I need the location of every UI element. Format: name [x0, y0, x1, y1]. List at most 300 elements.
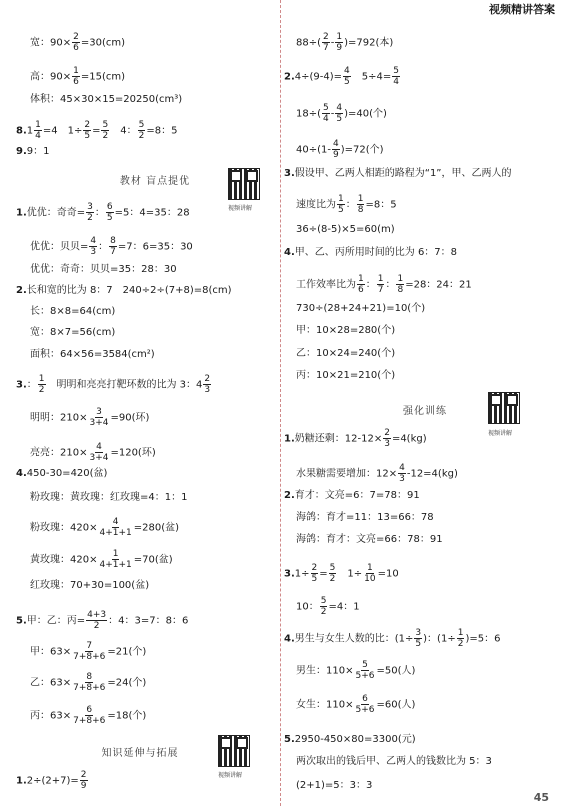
fraction	[83, 120, 91, 141]
solution-line	[30, 580, 149, 592]
solution-line	[30, 442, 156, 463]
numerator: 5	[362, 660, 368, 670]
denominator: 10	[364, 574, 376, 584]
fraction	[414, 628, 422, 649]
solution-text: 730÷(28+24+21)=10(个)	[296, 303, 426, 314]
solution-text: 2÷(2+7)=	[26, 775, 79, 787]
question-number: 8.	[16, 125, 27, 137]
numerator: 4	[332, 139, 339, 149]
solution-text: 甲：10×28=280(个)	[296, 325, 396, 336]
fraction	[377, 274, 385, 295]
solution-text: 明明和亮亮打靶环数的比为 3：4	[46, 379, 203, 391]
solution-line	[296, 139, 384, 160]
numerator: 5	[138, 120, 145, 130]
question-number: 2.	[284, 490, 295, 501]
solution-line	[30, 549, 173, 570]
numerator: 1	[457, 628, 464, 638]
solution-line	[30, 32, 125, 53]
solution-text: 长：8×8=64(cm)	[30, 306, 116, 317]
solution-text: 10：	[296, 601, 319, 613]
solution-text: ：	[98, 241, 109, 253]
solution-text: =18(个)	[107, 710, 147, 722]
denominator: 3	[90, 247, 97, 257]
fraction	[322, 103, 330, 124]
question-number: 2.	[16, 285, 27, 296]
question-number: 1.	[16, 775, 27, 787]
solution-text: 假设甲、乙两人相距的路程为“1”，甲、乙两人的	[294, 168, 512, 179]
denominator: 4	[323, 114, 329, 124]
question-number: 3.	[284, 168, 295, 179]
numerator: 1	[366, 563, 373, 573]
solution-line	[30, 705, 146, 726]
denominator: 9	[332, 150, 339, 160]
solution-line	[296, 370, 395, 382]
qr-code-icon[interactable]	[218, 735, 250, 767]
denominator: 4	[35, 131, 41, 141]
denominator: 3	[399, 474, 405, 484]
fraction	[109, 236, 117, 257]
question-number: 9.	[16, 146, 27, 157]
fraction	[72, 672, 106, 693]
denominator: 9	[80, 781, 87, 791]
solution-line	[30, 407, 149, 428]
numerator: 6	[86, 705, 93, 715]
denominator: 2	[87, 213, 93, 223]
solution-text: 海鸽：育才=11：13=66：78	[296, 512, 434, 523]
solution-text: 18÷(	[296, 108, 322, 120]
solution-text: =7：6=35：30	[117, 241, 193, 253]
header-title: 视频精讲答案	[489, 2, 555, 16]
qr-label: 视频讲解	[218, 772, 243, 779]
numerator: 5	[320, 596, 327, 606]
numerator: 4+3	[87, 610, 107, 620]
numerator: 1	[397, 274, 404, 284]
numerator: 7	[86, 641, 93, 651]
question-number: 4.	[284, 633, 295, 645]
solution-text: 男生：110×	[296, 665, 354, 677]
solution-text: =4(kg)	[391, 433, 427, 445]
denominator: 2	[93, 621, 100, 631]
solution-text: ：	[345, 199, 356, 211]
numerator: 1	[73, 66, 79, 76]
solution-text: 男生与女生人数的比：(1÷	[294, 633, 414, 645]
solution-text: 甲：63×	[30, 646, 72, 658]
numerator: 1	[112, 549, 119, 559]
fraction	[357, 274, 365, 295]
solution-text: =4 1÷	[42, 125, 83, 137]
qr-label: 视频讲解	[488, 430, 513, 437]
solution-text: 优优：贝贝=	[30, 241, 89, 253]
numerator: 1	[358, 274, 364, 284]
solution-text: 5÷4=	[351, 71, 392, 83]
denominator: 5+6	[355, 671, 375, 681]
fraction	[354, 694, 375, 715]
solution-text: =24(个)	[107, 677, 147, 689]
solution-text: 乙：10×24=240(个)	[296, 348, 396, 359]
numerator: 4	[336, 103, 343, 113]
solution-text: =30(cm)	[80, 37, 125, 49]
numerator: 3	[87, 202, 93, 212]
solution-line	[296, 463, 458, 484]
fraction	[72, 705, 106, 726]
solution-line	[296, 194, 397, 215]
numerator: 1	[357, 194, 364, 204]
solution-text: 4：	[110, 125, 137, 137]
solution-text: ：	[94, 207, 105, 219]
solution-text: 甲、乙、丙所用时间的比为 6：7：8	[294, 247, 458, 258]
solution-text: 乙：63×	[30, 677, 72, 689]
fraction	[72, 66, 80, 87]
solution-line	[296, 274, 472, 295]
solution-text: 丙：10×21=210(个)	[296, 370, 396, 381]
solution-line	[16, 770, 89, 791]
solution-text: 黄玫瑰：420×	[30, 554, 98, 566]
solution-text: )=72(个)	[340, 144, 384, 156]
solution-text: =	[319, 568, 328, 580]
numerator: 1	[377, 274, 384, 284]
solution-text: 长和宽的比为 8：7 240÷2÷(7+8)=8(cm)	[26, 285, 232, 296]
solution-text: ：	[385, 279, 396, 291]
qr-label: 视频讲解	[228, 205, 253, 212]
numerator: 3	[96, 407, 102, 417]
solution-text: =120(环)	[110, 447, 156, 459]
solution-line	[296, 756, 492, 768]
solution-text: 亮亮：210×	[30, 447, 88, 459]
fraction	[86, 202, 94, 223]
solution-text: 88÷(	[296, 37, 322, 49]
numerator: 2	[311, 563, 318, 573]
solution-text: 高：90×	[30, 71, 72, 83]
solution-text: =50(人)	[376, 665, 416, 677]
solution-text: 1÷	[294, 568, 310, 580]
qr-code-icon[interactable]	[488, 392, 520, 424]
numerator: 4	[90, 236, 97, 246]
denominator: 7+8+6	[73, 716, 106, 726]
page-number: 45	[533, 791, 549, 804]
solution-text: 两次取出的钱后甲、乙两人的钱数比为 5：3	[296, 756, 492, 767]
denominator: 4+1+1	[99, 560, 132, 570]
solution-text: 明明：210×	[30, 412, 88, 424]
numerator: 1	[338, 194, 344, 204]
solution-text: 育才：文亮=6：7=78：91	[294, 490, 420, 501]
fraction	[72, 641, 106, 662]
denominator: 7+8+6	[73, 683, 106, 693]
solution-text: =	[92, 125, 101, 137]
solution-text: =28：24：21	[405, 279, 472, 291]
denominator: 2	[320, 607, 327, 617]
fraction	[383, 428, 391, 449]
solution-line	[296, 534, 443, 546]
solution-text: 450-30=420(盆)	[26, 468, 108, 479]
numerator: 4	[399, 463, 405, 473]
denominator: 3	[204, 385, 211, 395]
solution-line	[296, 780, 372, 792]
numerator: 6	[362, 694, 368, 704]
solution-line	[296, 32, 393, 53]
question-number: 1.	[16, 207, 27, 219]
solution-line	[30, 94, 182, 106]
solution-line	[284, 428, 427, 449]
solution-line	[30, 66, 125, 87]
numerator: 2	[80, 770, 87, 780]
solution-text: 9：1	[26, 146, 50, 157]
denominator: 6	[73, 77, 79, 87]
solution-line	[30, 264, 177, 276]
fraction	[354, 660, 375, 681]
solution-text: 36÷(8-5)×5=60(m)	[296, 224, 395, 235]
fraction	[138, 120, 146, 141]
solution-line	[30, 327, 115, 339]
fraction	[392, 66, 400, 87]
solution-text: (2+1)=5：3：3	[296, 780, 373, 791]
denominator: 5	[311, 574, 318, 584]
denominator: 7	[323, 43, 329, 53]
solution-line	[284, 563, 399, 584]
solution-text: 2950-450×80=3300(元)	[294, 734, 416, 745]
denominator: 5	[415, 639, 422, 649]
numerator: 1	[35, 120, 41, 130]
section-title-reinforce: 强化训练	[403, 406, 447, 417]
numerator: 6	[106, 202, 113, 212]
solution-text: -12=4(kg)	[406, 468, 458, 480]
solution-line	[16, 374, 212, 395]
solution-text: 水果糖需要增加：12×	[296, 468, 398, 480]
qr-code-icon[interactable]	[228, 168, 260, 200]
fraction	[322, 32, 330, 53]
denominator: 6	[73, 43, 79, 53]
solution-text: ：	[26, 379, 37, 391]
column-divider	[280, 0, 281, 806]
solution-line	[296, 103, 387, 124]
question-number: 4.	[16, 468, 27, 479]
section-title-textbook: 教材 盲点提优	[119, 176, 191, 187]
solution-text: =70(盆)	[133, 554, 173, 566]
solution-line	[30, 236, 193, 257]
solution-line	[16, 610, 188, 631]
denominator: 6	[358, 285, 364, 295]
solution-text: -	[330, 108, 335, 120]
solution-line	[284, 734, 416, 746]
numerator: 2	[384, 428, 390, 438]
numerator: 2	[84, 120, 91, 130]
solution-text: =4：1	[328, 601, 360, 613]
solution-line	[30, 672, 146, 693]
numerator: 2	[204, 374, 211, 384]
solution-line	[30, 306, 115, 318]
solution-text: 速度比为	[296, 199, 336, 211]
numerator: 5	[323, 103, 329, 113]
numerator: 4	[344, 66, 350, 76]
fraction	[311, 563, 319, 584]
solution-text: 女生：110×	[296, 699, 354, 711]
solution-text: =90(环)	[110, 412, 150, 424]
numerator: 1	[336, 32, 343, 42]
solution-line	[16, 285, 232, 297]
denominator: 7	[377, 285, 384, 295]
solution-text: 1	[26, 125, 34, 137]
fraction	[337, 194, 345, 215]
numerator: 4	[112, 517, 119, 527]
denominator: 8	[357, 205, 364, 215]
fraction	[398, 463, 406, 484]
solution-line	[296, 325, 395, 337]
solution-line	[296, 694, 415, 715]
fraction	[357, 194, 365, 215]
fraction	[88, 442, 109, 463]
solution-text: 优优：奇奇=	[26, 207, 86, 219]
question-number: 4.	[284, 247, 295, 258]
solution-line	[296, 348, 395, 360]
denominator: 8	[397, 285, 404, 295]
question-number: 2.	[284, 71, 295, 83]
solution-text: )：(1÷	[423, 633, 456, 645]
solution-line	[296, 512, 434, 524]
question-number: 3.	[284, 568, 295, 580]
fraction	[343, 66, 351, 87]
solution-text: =5：4=35：28	[114, 207, 190, 219]
fraction	[329, 563, 337, 584]
solution-text: 红玫瑰：70+30=100(盆)	[30, 580, 150, 591]
question-number: 5.	[16, 615, 27, 627]
solution-text: 宽：8×7=56(cm)	[30, 327, 116, 338]
denominator: 3+4	[89, 418, 109, 428]
fraction	[101, 120, 109, 141]
solution-text: 奶糖还剩：12-12×	[294, 433, 383, 445]
solution-text: ：	[365, 279, 376, 291]
solution-line	[30, 641, 146, 662]
numerator: 4	[96, 442, 102, 452]
denominator: 5	[338, 205, 344, 215]
denominator: 3	[384, 439, 390, 449]
question-number: 1.	[284, 433, 295, 445]
solution-line	[16, 146, 50, 158]
solution-line	[16, 468, 107, 480]
solution-line	[296, 303, 425, 315]
solution-text: 40÷(1-	[296, 144, 331, 156]
denominator: 4+1+1	[99, 528, 132, 538]
fraction	[335, 103, 343, 124]
fraction	[396, 274, 404, 295]
fraction	[38, 374, 46, 395]
question-number: 5.	[284, 734, 295, 745]
solution-line	[296, 224, 395, 236]
solution-text: =10	[377, 568, 399, 580]
denominator: 2	[138, 131, 145, 141]
numerator: 1	[38, 374, 45, 384]
fraction	[88, 407, 109, 428]
solution-text: =15(cm)	[80, 71, 125, 83]
solution-text: 优优：奇奇：贝贝=35：28：30	[30, 264, 177, 275]
solution-text: 海鸽：育才：文亮=66：78：91	[296, 534, 443, 545]
numerator: 5	[393, 66, 399, 76]
solution-line	[284, 628, 500, 649]
solution-text: 宽：90×	[30, 37, 72, 49]
fraction	[98, 549, 132, 570]
numerator: 8	[86, 672, 93, 682]
denominator: 9	[336, 43, 343, 53]
solution-line	[284, 168, 512, 180]
solution-text: =21(个)	[107, 646, 147, 658]
solution-text: 粉玫瑰：黄玫瑰：红玫瑰=4：1：1	[30, 492, 188, 503]
solution-line	[284, 490, 420, 502]
numerator: 3	[415, 628, 422, 638]
fraction	[80, 770, 88, 791]
denominator: 5	[336, 114, 343, 124]
denominator: 5	[344, 77, 350, 87]
fraction	[320, 596, 328, 617]
denominator: 7+8+6	[73, 652, 106, 662]
section-title-extension: 知识延伸与拓展	[101, 748, 179, 759]
denominator: 5	[106, 213, 113, 223]
solution-text: 甲：乙：丙=	[26, 615, 86, 627]
question-number: 3.	[16, 379, 27, 391]
fraction	[72, 32, 80, 53]
fraction	[106, 202, 114, 223]
denominator: 4	[393, 77, 399, 87]
solution-text: 面积：64×56=3584(cm²)	[30, 349, 155, 360]
solution-line	[30, 492, 187, 504]
solution-text: =8：5	[146, 125, 178, 137]
solution-line	[16, 120, 177, 141]
solution-line	[30, 517, 179, 538]
denominator: 3+4	[89, 453, 109, 463]
fraction	[332, 139, 340, 160]
denominator: 2	[38, 385, 45, 395]
solution-text: ：4：3=7：8：6	[108, 615, 189, 627]
denominator: 2	[457, 639, 464, 649]
solution-text: 4÷(9-4)=	[294, 71, 343, 83]
fraction	[89, 236, 97, 257]
fraction	[335, 32, 343, 53]
solution-line	[296, 660, 415, 681]
denominator: 5	[84, 131, 91, 141]
solution-line	[16, 202, 190, 223]
denominator: 2	[102, 131, 109, 141]
solution-text: -	[330, 37, 335, 49]
solution-text: )=5：6	[465, 633, 501, 645]
solution-text: 丙：63×	[30, 710, 72, 722]
solution-text: 1÷	[337, 568, 363, 580]
fraction	[34, 120, 42, 141]
page-header	[481, 0, 565, 17]
numerator: 5	[102, 120, 109, 130]
numerator: 2	[73, 32, 79, 42]
numerator: 2	[323, 32, 329, 42]
fraction	[457, 628, 465, 649]
denominator: 7	[110, 247, 116, 257]
numerator: 5	[329, 563, 336, 573]
solution-text: =8：5	[365, 199, 397, 211]
solution-text: =280(盆)	[133, 522, 180, 534]
fraction	[203, 374, 211, 395]
solution-line	[30, 349, 155, 361]
solution-text: 工作效率比为	[296, 279, 356, 291]
denominator: 2	[329, 574, 336, 584]
denominator: 5+6	[355, 705, 375, 715]
fraction	[363, 563, 376, 584]
solution-line	[284, 247, 457, 259]
solution-line	[284, 66, 401, 87]
solution-line	[296, 596, 360, 617]
solution-text: )=40(个)	[344, 108, 387, 120]
fraction	[86, 610, 107, 631]
numerator: 8	[110, 236, 116, 246]
fraction	[98, 517, 132, 538]
solution-text: )=792(本)	[344, 37, 394, 49]
solution-text: 粉玫瑰：420×	[30, 522, 98, 534]
solution-text: 体积：45×30×15=20250(cm³)	[30, 94, 183, 105]
solution-text: =60(人)	[376, 699, 416, 711]
